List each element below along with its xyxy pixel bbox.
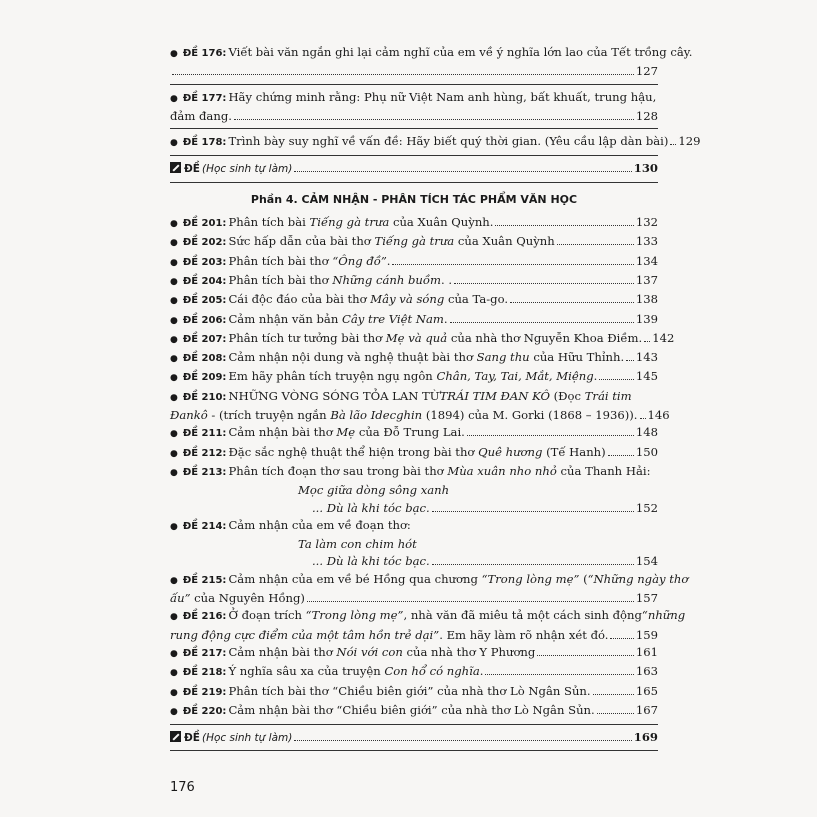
entry-key: ĐỀ 202:: [182, 237, 227, 249]
entry-page: 127: [635, 64, 658, 79]
dot-leader: [172, 74, 634, 75]
entry-title: “Trong lòng mẹ”: [305, 608, 404, 623]
entry-page: 128: [635, 108, 658, 123]
toc-entry: [170, 214, 658, 233]
toc-entry-176: [170, 44, 693, 81]
entry-text: của Nguyên Hồng): [190, 591, 305, 606]
bullet-icon: ●: [170, 334, 178, 345]
entry-text: Cảm nhận bài thơ: [228, 425, 337, 440]
entry-text: Hãy chứng minh rằng: Phụ nữ Việt Nam anh hùng, bất khuất, trung hậu,: [228, 89, 657, 104]
entry-page: 130: [633, 161, 658, 176]
toc-entry-177: [170, 89, 658, 126]
toc-entry: [170, 233, 658, 252]
entry-text: Cảm nhận bài thơ: [228, 644, 337, 659]
toc-entry-214: [170, 517, 658, 571]
entry-page: 133: [635, 234, 658, 249]
dot-leader: [626, 360, 634, 361]
dot-leader: [537, 655, 634, 656]
dot-leader: [294, 740, 631, 741]
dot-leader: [294, 171, 631, 172]
dot-leader: [557, 244, 634, 245]
entry-page: 142: [652, 330, 675, 345]
bullet-icon: ●: [170, 257, 178, 268]
entry-text: Viết bài văn ngắn ghi lại cảm nghĩ của em về ý nghĩa lớn lao của Tết trồng cây.: [228, 45, 693, 59]
table-of-contents: [170, 44, 701, 755]
entry-text: Cảm nhận bài thơ “Chiều biên giới” của nhà thơ Lò Ngân Sủn.: [228, 702, 595, 717]
bullet-icon: ●: [170, 93, 178, 104]
dot-leader: [432, 564, 634, 565]
entry-note: (Học sinh tự làm): [201, 163, 293, 176]
toc-entry: [170, 683, 658, 702]
entry-text: của Ta-go.: [444, 292, 509, 307]
toc-entry-213: [170, 463, 658, 517]
toc-entry-178: [170, 133, 701, 152]
entry-key: ĐỀ 207:: [182, 333, 227, 345]
entry-title: Quê hương: [478, 444, 543, 459]
entry-key: ĐỀ 212:: [182, 447, 227, 459]
entry-title: “Những ngày thơ: [587, 571, 689, 586]
entry-page: 152: [635, 500, 658, 515]
dot-leader: [495, 225, 633, 226]
dot-leader: [608, 455, 634, 456]
entries-list: [170, 424, 658, 463]
divider: [170, 182, 658, 183]
dot-leader: [392, 264, 633, 265]
entry-text: Cái độc đáo của bài thơ: [228, 292, 371, 307]
entry-title: Tiếng gà trưa: [309, 215, 390, 230]
entry-text: (Tế Hanh): [542, 444, 606, 459]
entry-page: 134: [635, 253, 658, 268]
dot-leader: [593, 694, 634, 695]
entry-text: . Em hãy làm rõ nhận xét đó.: [439, 627, 609, 642]
entry-text: NHỮNG VÒNG SÓNG TỎA LAN TỪ: [228, 388, 440, 403]
entry-text: (: [579, 571, 588, 586]
toc-entry-210: [170, 388, 670, 425]
entry-text: Sức hấp dẫn của bài thơ: [228, 234, 375, 249]
pencil-icon: [170, 162, 181, 173]
toc-entry: [170, 702, 658, 721]
entry-page: 129: [678, 134, 701, 149]
entry-text-cont: đảm đang.: [170, 108, 232, 123]
bullet-icon: ●: [170, 429, 178, 440]
entry-text: (1894) của M. Gorki (1868 – 1936)).: [422, 408, 638, 423]
entry-text: Đặc sắc nghệ thuật thể hiện trong bài thơ: [228, 444, 479, 459]
dot-leader: [597, 713, 634, 714]
entry-key: ĐỀ 219:: [182, 686, 227, 698]
entry-text: Ý nghĩa sâu xa của truyện: [228, 664, 385, 679]
bullet-icon: ●: [170, 354, 178, 365]
dot-leader: [454, 283, 634, 284]
toc-entry: [170, 291, 658, 310]
bullet-icon: ●: [170, 296, 178, 307]
entry-text: Cảm nhận của em về đoạn thơ:: [228, 517, 411, 532]
entry-key: ĐỀ 214:: [182, 520, 227, 532]
bullet-icon: ●: [170, 448, 178, 459]
dot-leader: [510, 302, 634, 303]
entry-page: 138: [635, 292, 658, 307]
entry-page: 139: [635, 311, 658, 326]
entry-key: ĐỀ 178:: [182, 137, 227, 149]
entry-text: Phân tích bài thơ: [228, 253, 333, 268]
entry-key: ĐỀ: [184, 163, 200, 176]
entry-key: ĐỀ 204:: [182, 275, 227, 287]
entry-text: .: [386, 253, 391, 268]
entry-page: 157: [635, 591, 658, 606]
entry-title: Mẹ: [336, 425, 356, 440]
entry-text: Phân tích bài thơ “Chiều biên giới” của nhà thơ Lò Ngân Sủn.: [228, 683, 591, 698]
entry-page: 169: [633, 730, 658, 745]
entry-key: ĐỀ 213:: [182, 466, 227, 478]
page-number: 176: [170, 780, 195, 795]
entry-title: Tiếng gà trưa: [374, 234, 455, 249]
entry-text: .: [479, 664, 484, 679]
bullet-icon: ●: [170, 373, 178, 384]
dot-leader: [432, 511, 634, 512]
entry-text: Em hãy phân tích truyện ngụ ngôn: [228, 369, 437, 384]
dot-leader: [450, 322, 634, 323]
entry-title: TRÁI TIM ĐAN KÔ: [439, 388, 550, 403]
toc-entry: [170, 311, 658, 330]
dot-leader: [644, 341, 650, 342]
entry-key: ĐỀ 211:: [182, 428, 227, 440]
entry-text: Phân tích đoạn thơ sau trong bài thơ: [228, 463, 448, 478]
entry-text: .: [593, 369, 598, 384]
entry-page: 167: [635, 702, 658, 717]
dot-leader: [640, 418, 646, 419]
entry-text: Phân tích tư tưởng bài thơ: [228, 330, 386, 345]
dot-leader: [467, 435, 634, 436]
entry-page: 161: [635, 644, 658, 659]
toc-entry: [170, 330, 675, 349]
entry-text: của Xuân Quỳnh: [454, 234, 555, 249]
bullet-icon: ●: [170, 521, 178, 532]
entry-title: Trái tim: [584, 388, 632, 403]
bullet-icon: ●: [170, 648, 178, 659]
bullet-icon: ●: [170, 219, 178, 230]
toc-entry: [170, 272, 658, 291]
bullet-icon: ●: [170, 668, 178, 679]
toc-entry: [170, 663, 658, 682]
verse-line: ... Dù là khi tóc bạc.: [312, 554, 430, 569]
entry-page: 137: [635, 272, 658, 287]
entry-title: “những: [641, 608, 686, 623]
entry-text: của Đỗ Trung Lai.: [355, 425, 465, 440]
entry-title: Nói với con: [336, 644, 403, 659]
entry-text: của Hữu Thỉnh.: [529, 350, 625, 365]
verse-line: Mọc giữa dòng sông xanh: [298, 483, 450, 498]
entry-key: ĐỀ 220:: [182, 705, 227, 717]
entry-page: 159: [635, 627, 658, 642]
divider: [170, 155, 658, 156]
entry-text: Cảm nhận nội dung và nghệ thuật bài thơ: [228, 350, 477, 365]
bullet-icon: ●: [170, 467, 178, 478]
entry-text: - (trích truyện ngắn: [207, 408, 331, 423]
entry-title: “Trong lòng mẹ”: [481, 571, 580, 586]
bullet-icon: ●: [170, 138, 178, 149]
entry-key: ĐỀ 177:: [182, 92, 227, 104]
bullet-icon: ●: [170, 276, 178, 287]
entry-key: ĐỀ: [184, 732, 200, 745]
toc-entry-student-work: [170, 160, 658, 178]
entry-key: ĐỀ 201:: [182, 218, 227, 230]
bullet-icon: ●: [170, 612, 178, 623]
entry-key: ĐỀ 206:: [182, 314, 227, 326]
verse-line: ... Dù là khi tóc bạc.: [312, 500, 430, 515]
toc-entry-215: [170, 571, 689, 608]
entry-key: ĐỀ 218:: [182, 667, 227, 679]
entry-text: Ở đoạn trích: [228, 608, 306, 623]
dot-leader: [485, 674, 633, 675]
section-title: Phần 4. CẢM NHẬN - PHÂN TÍCH TÁC PHẨM VĂN HỌC: [250, 192, 578, 206]
dot-leader: [670, 144, 676, 145]
entry-page: 143: [635, 350, 658, 365]
entry-page: 145: [635, 369, 658, 384]
entry-text: của nhà thơ Y Phương: [402, 644, 536, 659]
entry-text: Cảm nhận văn bản: [228, 311, 342, 326]
entries-list: [170, 644, 658, 721]
entry-title: Bà lão Idecghin: [330, 408, 423, 423]
entry-page: 154: [635, 554, 658, 569]
entry-page: 132: [635, 215, 658, 230]
bullet-icon: ●: [170, 706, 178, 717]
dot-leader: [610, 638, 633, 639]
toc-entry-216: [170, 607, 686, 644]
entry-key: ĐỀ 176:: [182, 48, 227, 59]
bullet-icon: ●: [170, 49, 178, 59]
entry-key: ĐỀ 216:: [182, 611, 227, 623]
entry-title: Đankô: [170, 408, 208, 423]
toc-entry-student-work: [170, 729, 658, 747]
entry-key: ĐỀ 208:: [182, 353, 227, 365]
entry-text: của Xuân Quỳnh.: [389, 215, 494, 230]
entry-title: Chân, Tay, Tai, Mắt, Miệng: [436, 369, 594, 384]
entry-title: ấu”: [170, 591, 191, 606]
entry-key: ĐỀ 210:: [182, 391, 227, 403]
entry-page: 165: [635, 683, 658, 698]
entry-page: 150: [635, 444, 658, 459]
entry-text: Trình bày suy nghĩ về vấn đề: Hãy biết quý thời gian. (Yêu cầu lập dàn bài): [228, 134, 669, 149]
entry-title: rung động cực điểm của một tâm hồn trẻ dại”: [170, 627, 440, 642]
dot-leader: [599, 379, 634, 380]
toc-entry: [170, 444, 658, 463]
entry-text: Phân tích bài: [228, 215, 310, 230]
entry-title: Những cánh buồm: [332, 272, 441, 287]
entry-page: 146: [647, 408, 670, 423]
entry-key: ĐỀ 203:: [182, 256, 227, 268]
entry-text: của Thanh Hải:: [556, 463, 651, 478]
entry-text: , nhà văn đã miêu tả một cách sinh động: [403, 608, 642, 623]
toc-entry: [170, 253, 658, 272]
entry-note: (Học sinh tự làm): [201, 732, 293, 745]
dot-leader: [234, 119, 634, 120]
bullet-icon: ●: [170, 315, 178, 326]
entry-key: ĐỀ 215:: [182, 574, 227, 586]
entry-title: Con hổ có nghĩa: [384, 664, 480, 679]
entry-page: 148: [635, 425, 658, 440]
entries-list: [170, 214, 675, 388]
divider: [170, 750, 658, 751]
verse-line: Ta làm con chim hót: [298, 537, 417, 552]
entry-key: ĐỀ 217:: [182, 647, 227, 659]
divider: [170, 84, 658, 85]
pencil-icon: [170, 731, 181, 742]
entry-title: Mẹ và quả: [385, 330, 448, 345]
entry-text: . .: [440, 272, 453, 287]
toc-entry: [170, 424, 658, 443]
entry-title: “Ông đồ”: [332, 253, 387, 268]
entry-key: ĐỀ 205:: [182, 295, 227, 307]
bullet-icon: ●: [170, 687, 178, 698]
entry-text: của nhà thơ Nguyễn Khoa Điềm.: [447, 330, 643, 345]
entry-text: Cảm nhận của em về bé Hồng qua chương: [228, 571, 482, 586]
entry-title: Sang thu: [476, 350, 530, 365]
toc-entry: [170, 368, 658, 387]
entry-title: Mây và sóng: [370, 292, 445, 307]
entry-key: ĐỀ 209:: [182, 372, 227, 384]
bullet-icon: ●: [170, 392, 178, 403]
toc-entry: [170, 349, 658, 368]
divider: [170, 128, 658, 129]
entry-text: Phân tích bài thơ: [228, 272, 333, 287]
toc-entry: [170, 644, 658, 663]
entry-text: (Đọc: [549, 388, 585, 403]
bullet-icon: ●: [170, 575, 178, 586]
entry-text: .: [443, 311, 448, 326]
entry-title: Mùa xuân nho nhỏ: [447, 463, 557, 478]
entry-title: Cây tre Việt Nam: [342, 311, 444, 326]
dot-leader: [307, 601, 634, 602]
entry-page: 163: [635, 664, 658, 679]
bullet-icon: ●: [170, 238, 178, 249]
divider: [170, 724, 658, 725]
